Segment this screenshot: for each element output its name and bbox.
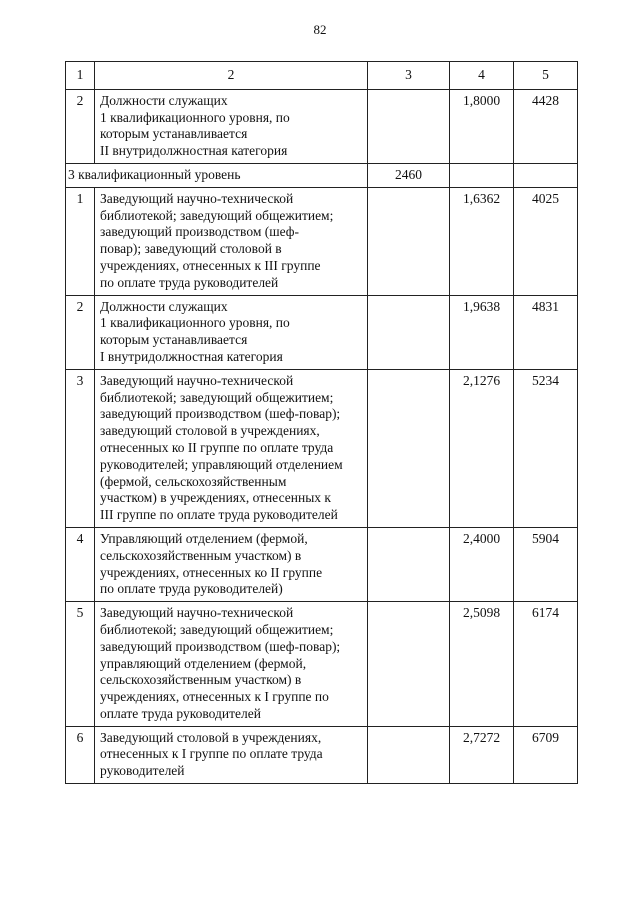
position-name-line: I внутридолжностная категория xyxy=(100,348,283,364)
position-name-line: руководителей; управляющий отделением xyxy=(100,456,343,472)
row-number-cell: 5 xyxy=(66,602,95,727)
salary-cell: 4831 xyxy=(514,295,578,369)
position-name-line: по оплате труда руководителей) xyxy=(100,581,283,597)
header-cell: 2 xyxy=(95,62,368,90)
salary-cell: 4428 xyxy=(514,89,578,163)
salary-table xyxy=(65,61,578,784)
position-name-line: сельскохозяйственным участком) в xyxy=(100,672,302,688)
position-name-line: Заведующий научно-технической xyxy=(100,372,294,388)
salary-cell: 6174 xyxy=(514,602,578,727)
position-name-cell xyxy=(95,527,368,601)
coefficient-cell: 2,4000 xyxy=(450,527,514,601)
position-name-line: отнесенных ко II группе по оплате труда xyxy=(100,439,334,455)
coefficient-cell: 2,5098 xyxy=(450,602,514,727)
position-name-line: Управляющий отделением (фермой, xyxy=(100,530,308,546)
row-number-cell: 2 xyxy=(66,295,95,369)
position-name-line: библиотекой; заведующий общежитием; xyxy=(100,207,334,223)
position-name-line: которым устанавливается xyxy=(100,126,248,142)
header-cell: 4 xyxy=(450,62,514,90)
position-name-line: заведующий столовой в учреждениях, xyxy=(100,423,320,439)
position-name-line: учреждениях, отнесенных к I группе по xyxy=(100,689,329,705)
coefficient-cell: 1,6362 xyxy=(450,187,514,295)
table-row xyxy=(66,295,578,369)
position-name-cell xyxy=(95,602,368,727)
row-number-cell: 1 xyxy=(66,187,95,295)
empty-cell xyxy=(450,163,514,187)
base-salary-cell xyxy=(368,726,450,783)
row-number-cell: 3 xyxy=(66,369,95,527)
table-row xyxy=(66,602,578,727)
coefficient-cell: 1,9638 xyxy=(450,295,514,369)
position-name-line: заведующий производством (шеф-повар); xyxy=(100,638,341,654)
base-salary-cell xyxy=(368,187,450,295)
header-cell: 3 xyxy=(368,62,450,90)
page-number: 82 xyxy=(313,22,327,37)
position-name-line: 1 квалификационного уровня, по xyxy=(100,109,290,125)
table-row xyxy=(66,89,578,163)
qualification-level-base-salary: 2460 xyxy=(368,163,450,187)
salary-cell: 5904 xyxy=(514,527,578,601)
header-cell: 5 xyxy=(514,62,578,90)
row-number-cell: 2 xyxy=(66,89,95,163)
position-name-line: оплате труда руководителей xyxy=(100,705,261,721)
position-name-line: которым устанавливается xyxy=(100,332,248,348)
base-salary-cell xyxy=(368,295,450,369)
header-cell: 1 xyxy=(66,62,95,90)
position-name-line: 1 квалификационного уровня, по xyxy=(100,315,290,331)
position-name-line: руководителей xyxy=(100,763,185,779)
position-name-line: заведующий производством (шеф-повар); xyxy=(100,406,341,422)
position-name-line: Должности служащих xyxy=(100,92,228,108)
salary-cell: 5234 xyxy=(514,369,578,527)
position-name-line: Заведующий научно-технической xyxy=(100,605,294,621)
qualification-level-row xyxy=(66,163,578,187)
row-number-cell: 4 xyxy=(66,527,95,601)
position-name-line: учреждениях, отнесенных ко II группе xyxy=(100,564,323,580)
position-name-line: повар); заведующий столовой в xyxy=(100,241,282,257)
position-name-line: библиотекой; заведующий общежитием; xyxy=(100,389,334,405)
base-salary-cell xyxy=(368,369,450,527)
table-row xyxy=(66,527,578,601)
position-name-line: III группе по оплате труда руководителей xyxy=(100,507,338,523)
position-name-line: Заведующий столовой в учреждениях, xyxy=(100,729,322,745)
position-name-cell xyxy=(95,369,368,527)
position-name-line: отнесенных к I группе по оплате труда xyxy=(100,746,323,762)
position-name-line: библиотекой; заведующий общежитием; xyxy=(100,621,334,637)
table-row xyxy=(66,726,578,783)
salary-cell: 6709 xyxy=(514,726,578,783)
position-name-cell xyxy=(95,295,368,369)
position-name-cell xyxy=(95,89,368,163)
position-name-line: Заведующий научно-технической xyxy=(100,190,294,206)
empty-cell xyxy=(514,163,578,187)
position-name-line: учреждениях, отнесенных к III группе xyxy=(100,257,321,273)
position-name-line: участком) в учреждениях, отнесенных к xyxy=(100,490,331,506)
base-salary-cell xyxy=(368,602,450,727)
base-salary-cell xyxy=(368,527,450,601)
position-name-line: (фермой, сельскохозяйственным xyxy=(100,473,287,489)
table-row xyxy=(66,369,578,527)
coefficient-cell: 2,1276 xyxy=(450,369,514,527)
position-name-line: заведующий производством (шеф- xyxy=(100,224,300,240)
position-name-cell xyxy=(95,187,368,295)
position-name-line: сельскохозяйственным участком) в xyxy=(100,547,302,563)
salary-cell: 4025 xyxy=(514,187,578,295)
coefficient-cell: 1,8000 xyxy=(450,89,514,163)
position-name-cell xyxy=(95,726,368,783)
table-row xyxy=(66,187,578,295)
table-header-row xyxy=(66,62,578,90)
position-name-line: управляющий отделением (фермой, xyxy=(100,655,307,671)
qualification-level-title: 3 квалификационный уровень xyxy=(66,163,368,187)
row-number-cell: 6 xyxy=(66,726,95,783)
position-name-line: II внутридолжностная категория xyxy=(100,143,288,159)
position-name-line: по оплате труда руководителей xyxy=(100,274,279,290)
coefficient-cell: 2,7272 xyxy=(450,726,514,783)
base-salary-cell xyxy=(368,89,450,163)
position-name-line: Должности служащих xyxy=(100,298,228,314)
